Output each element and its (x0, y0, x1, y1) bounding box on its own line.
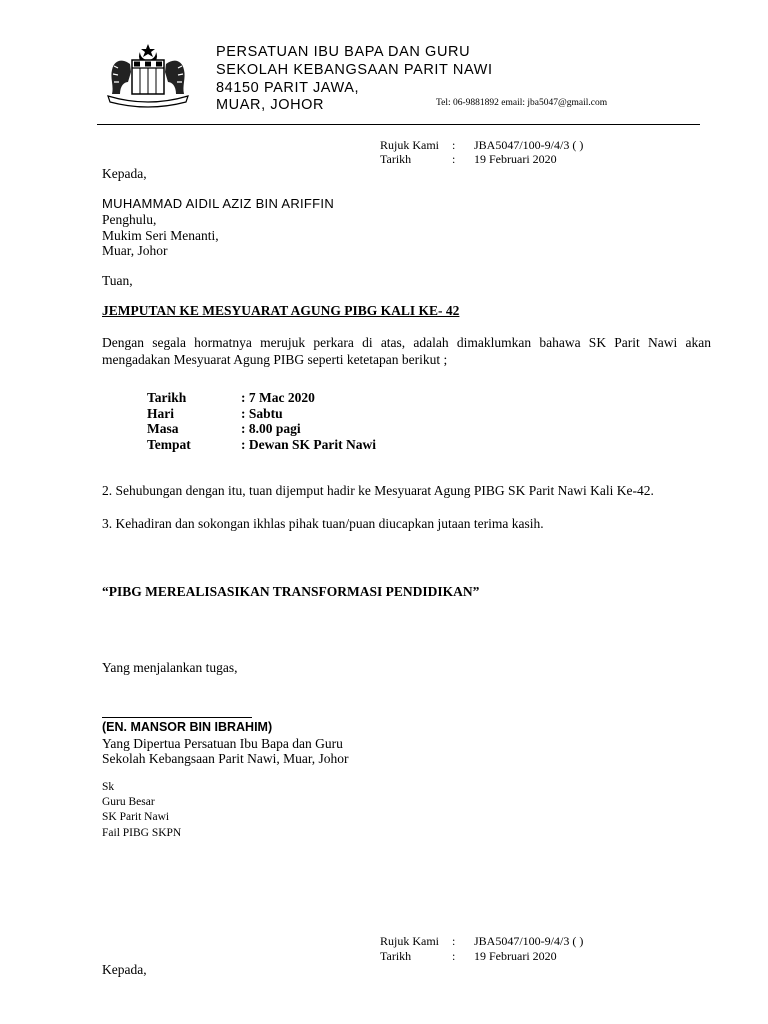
detail-value: : 7 Mac 2020 (241, 390, 315, 405)
detail-value: : Dewan SK Parit Nawi (241, 436, 376, 452)
detail-row-day (147, 406, 376, 422)
signature-line (102, 717, 252, 718)
detail-label: Tarikh (147, 390, 187, 405)
point-2: 2. Sehubungan dengan itu, tuan dijemput hadir ke Mesyuarat Agung PIBG SK Parit Nawi Kali Ke-42. (102, 483, 654, 498)
detail-row-venue (147, 437, 376, 453)
signatory-name: (EN. MANSOR BIN IBRAHIM) (102, 720, 273, 734)
ref-label: Rujuk Kami (380, 138, 439, 152)
cc-item: SK Parit Nawi (102, 811, 170, 823)
contact-info: Tel: 06-9881892 email: jba5047@gmail.com (436, 98, 608, 108)
detail-value: : Sabtu (241, 405, 283, 421)
recipient-title: Penghulu, (102, 212, 157, 227)
ref-number: JBA5047/100-9/4/3 ( ) (474, 138, 584, 152)
cc-label: Sk (102, 781, 115, 793)
closing: Yang menjalankan tugas, (102, 660, 238, 675)
header-divider (97, 124, 700, 125)
detail-label: Tempat (147, 436, 191, 452)
recipient-name: MUHAMMAD AIDIL AZIZ BIN ARIFFIN (102, 196, 335, 211)
greeting: Tuan, (102, 273, 133, 288)
ref-label: Rujuk Kami (380, 934, 439, 948)
salutation-to: Kepada, (102, 962, 147, 977)
letter-title: JEMPUTAN KE MESYUARAT AGUNG PIBG KALI KE- 42 (102, 303, 460, 318)
detail-value: : 8.00 pagi (241, 421, 301, 436)
ref-number: JBA5047/100-9/4/3 ( ) (474, 934, 584, 948)
date-label: Tarikh (380, 152, 412, 166)
date-separator: : (452, 152, 456, 166)
meeting-details (147, 390, 376, 452)
date-label: Tarikh (380, 949, 412, 963)
ref-separator: : (452, 138, 456, 152)
date-value: 19 Februari 2020 (474, 949, 557, 963)
salutation-to: Kepada, (102, 166, 147, 181)
recipient-address-2: Muar, Johor (102, 243, 168, 258)
detail-label: Masa (147, 421, 179, 436)
detail-row-time (147, 421, 376, 437)
detail-label: Hari (147, 405, 174, 421)
date-value: 19 Februari 2020 (474, 152, 557, 166)
cc-item: Fail PIBG SKPN (102, 827, 182, 839)
org-name: PERSATUAN IBU BAPA DAN GURU (216, 44, 471, 60)
detail-row-date (147, 390, 376, 406)
motto: “PIBG MEREALISASIKAN TRANSFORMASI PENDIDIKAN” (102, 584, 480, 599)
date-separator: : (452, 949, 456, 963)
intro-paragraph: Dengan segala hormatnya merujuk perkara di atas, adalah dimaklumkan bahawa SK Parit Nawi akan mengadakan Mesyuarat Agung PIBG seperti ketetapan berikut ; (102, 335, 711, 367)
address-line: 84150 PARIT JAWA, (216, 80, 360, 96)
cc-item: Guru Besar (102, 796, 155, 808)
signatory-school: Sekolah Kebangsaan Parit Nawi, Muar, Johor (102, 751, 349, 766)
address-city: MUAR, JOHOR (216, 97, 325, 113)
school-name: SEKOLAH KEBANGSAAN PARIT NAWI (216, 62, 493, 78)
point-3: 3. Kehadiran dan sokongan ikhlas pihak tuan/puan diucapkan jutaan terima kasih. (102, 516, 544, 531)
recipient-address-1: Mukim Seri Menanti, (102, 228, 219, 243)
signatory-title: Yang Dipertua Persatuan Ibu Bapa dan Guru (102, 736, 343, 751)
coat-of-arms-icon (100, 42, 196, 108)
ref-separator: : (452, 934, 456, 948)
